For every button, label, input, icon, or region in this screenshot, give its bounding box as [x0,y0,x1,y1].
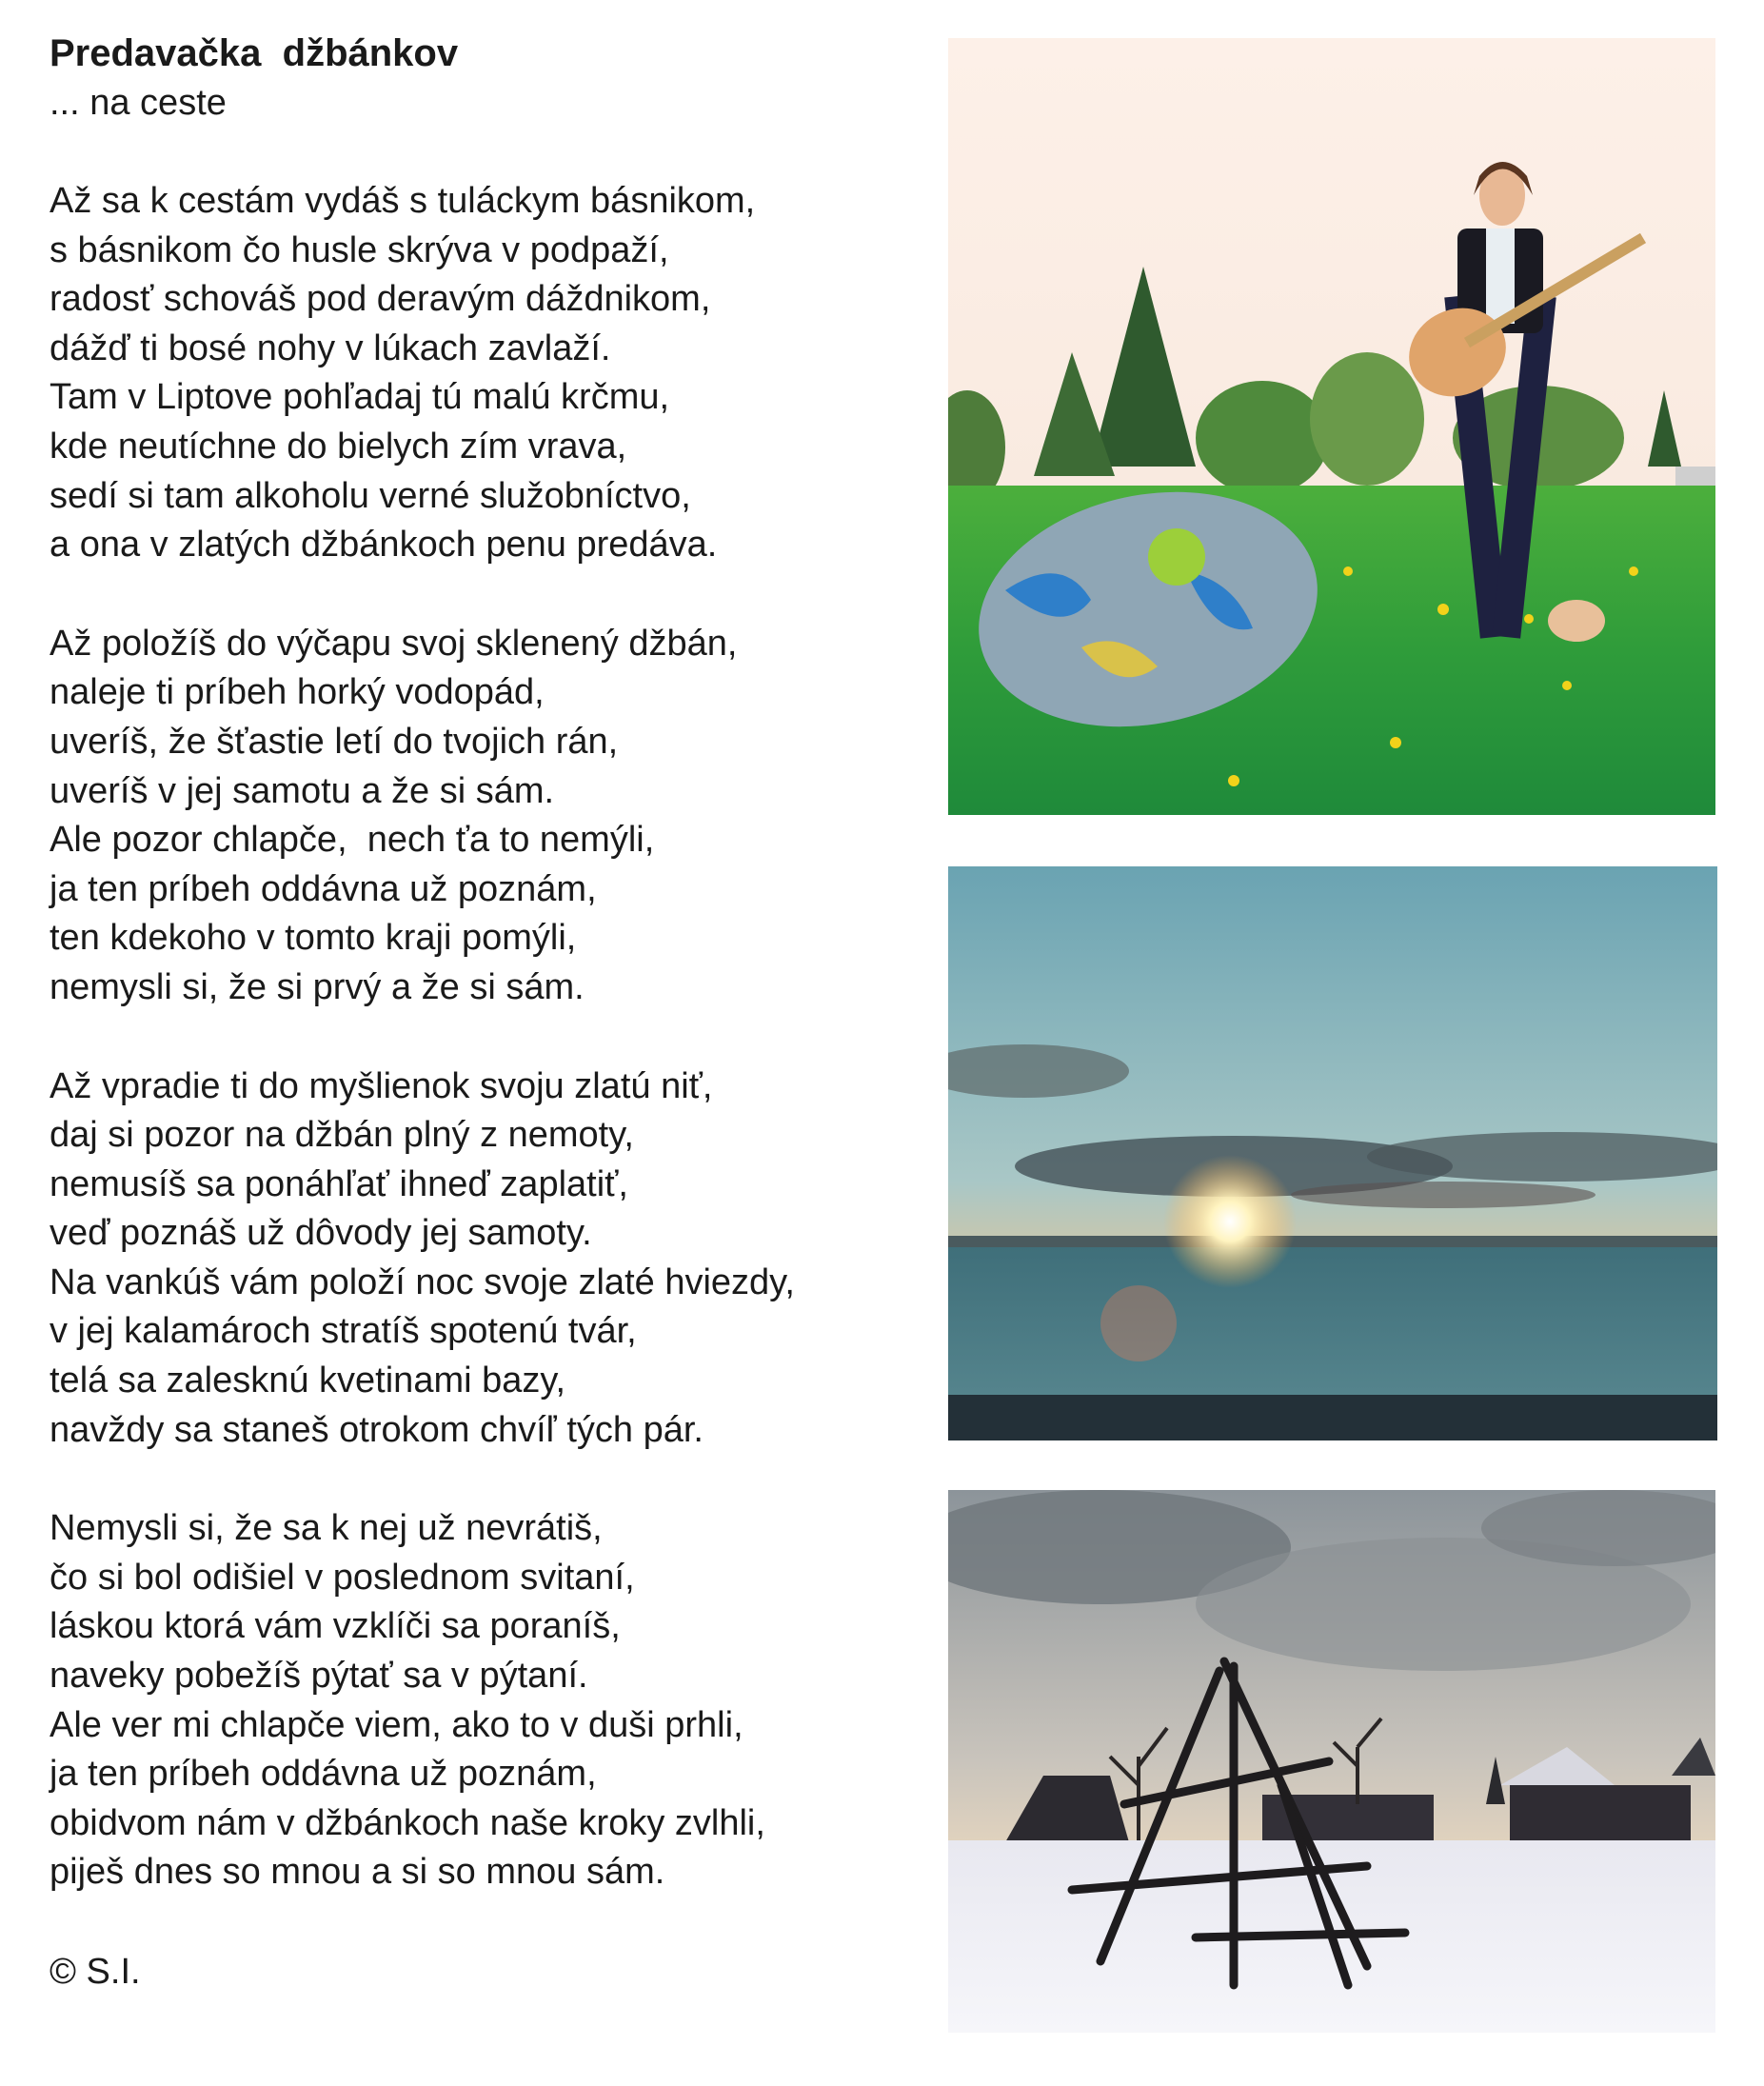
meadow-guitarist-photo [948,38,1715,815]
poem-line: ja ten príbeh oddávna už poznám, [50,1754,597,1795]
poem-line: a ona v zlatých džbánkoch penu predáva. [50,525,718,566]
poem-line: veď poznáš už dôvody jej samoty. [50,1213,592,1254]
poem-line: láskou ktorá vám vzklíči sa poraníš, [50,1606,621,1647]
poem-line: Ale pozor chlapče, nech ťa to nemýli, [50,820,655,861]
stanza-3 [50,1063,906,1456]
poem-subtitle: ... na ceste [50,83,227,123]
poem [50,29,906,1997]
poem-line: čo si bol odišiel v poslednom svitaní, [50,1557,635,1598]
poem-line: navždy sa staneš otrokom chvíľ tých pár. [50,1409,704,1450]
poem-line: Až vpradie ti do myšlienok svoju zlatú niť, [50,1065,713,1106]
poem-line: Tam v Liptove pohľadaj tú malú krčmu, [50,377,670,418]
poem-line: v jej kalamároch stratíš spotenú tvár, [50,1311,637,1352]
stanza-4 [50,1504,906,1897]
poem-line: Ale ver mi chlapče viem, ako to v duši prhli, [50,1704,743,1745]
poem-line: naveky pobežíš pýtať sa v pýtaní. [50,1656,588,1697]
poem-line: uveríš v jej samotu a že si sám. [50,770,555,811]
poem-line: nemysli si, že si prvý a že si sám. [50,966,585,1007]
poem-line: piješ dnes so mnou a si so mnou sám. [50,1852,665,1893]
poem-line: Nemysli si, že sa k nej už nevrátiš, [50,1508,603,1549]
poem-line: s básnikom čo husle skrýva v podpaží, [50,229,669,270]
poem-title: Predavačka džbánkov [50,32,459,74]
poem-line: Až položíš do výčapu svoj sklenený džbán, [50,623,738,664]
poem-line: daj si pozor na džbán plný z nemoty, [50,1115,634,1156]
poem-line: ja ten príbeh oddávna už poznám, [50,868,597,909]
copyright: © S.I. [50,1952,141,1992]
sunset-lake-photo [948,866,1717,1440]
stanza-2 [50,620,906,1013]
poem-line: ten kdekoho v tomto kraji pomýli, [50,918,577,959]
poem-line: kde neutíchne do bielych zím vrava, [50,426,627,467]
poem-line: radosť schováš pod deravým dáždnikom, [50,279,711,320]
poem-line: sedí si tam alkoholu verné služobníctvo, [50,475,691,516]
poem-line: telá sa zalesknú kvetinami bazy, [50,1361,566,1401]
stanza-1 [50,177,906,570]
winter-field-photo [948,1490,1715,2033]
poem-line: naleje ti príbeh horký vodopád, [50,672,545,713]
poem-line: Až sa k cestám vydáš s tuláckym básnikom, [50,181,756,221]
poem-line: nemusíš sa ponáhľať ihneď zaplatiť, [50,1163,628,1204]
poem-line: dážď ti bosé nohy v lúkach zavlaží. [50,328,611,368]
poem-line: uveríš, že šťastie letí do tvojich rán, [50,721,619,762]
poem-line: Na vankúš vám položí noc svoje zlaté hviezdy, [50,1262,795,1302]
poem-line: obidvom nám v džbánkoch naše kroky zvlhli, [50,1802,765,1843]
